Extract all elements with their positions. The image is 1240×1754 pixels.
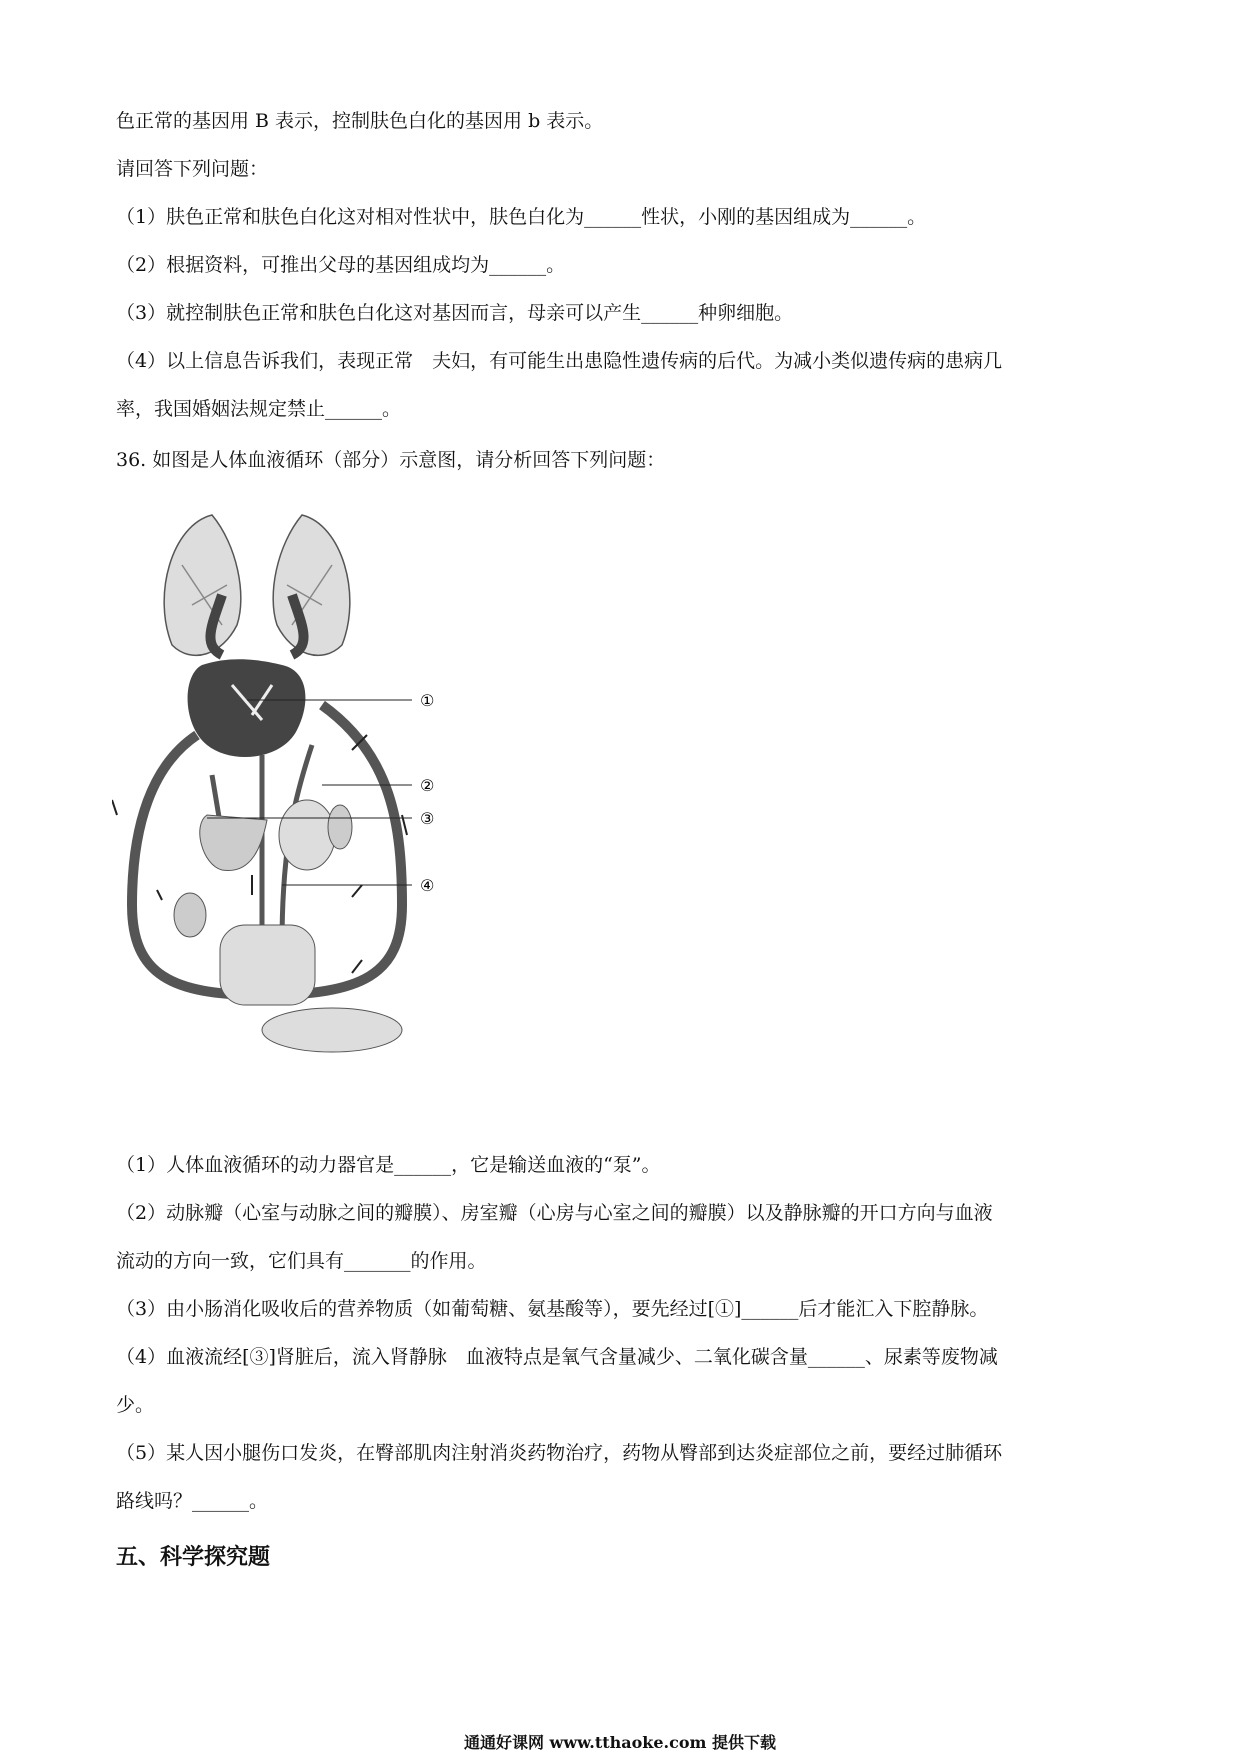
label-3: ③ bbox=[420, 809, 435, 828]
question-36-4a: （4）血液流经[③]肾脏后，流入肾静脉 血液特点是氧气含量减少、二氧化碳含量______、尿素等废物减 bbox=[116, 1346, 998, 1368]
footer-credit: 通通好课网 www.tthaoke.com 提供下载 bbox=[463, 1733, 777, 1752]
text-line-7: 率，我国婚姻法规定禁止______。 bbox=[116, 398, 402, 420]
question-36-1: （1）人体血液循环的动力器官是______，它是输送血液的“泵”。 bbox=[116, 1154, 661, 1176]
question-36-stem: 36. 如图是人体血液循环（部分）示意图，请分析回答下列问题： bbox=[116, 449, 666, 471]
lungs-illustration bbox=[164, 515, 350, 655]
text-line-3: （1）肤色正常和肤色白化这对相对性状中，肤色白化为______性状，小刚的基因组成为______。 bbox=[116, 206, 927, 228]
kidney-illustration bbox=[174, 893, 206, 937]
liver-illustration bbox=[200, 815, 267, 871]
question-36-4b: 少。 bbox=[116, 1394, 155, 1416]
question-36-5a: （5）某人因小腿伤口发炎，在臀部肌肉注射消炎药物治疗，药物从臀部到达炎症部位之前，要经过肺循环 bbox=[116, 1442, 1003, 1464]
text-line-1: 色正常的基因用 B 表示，控制肤色白化的基因用 b 表示。 bbox=[116, 110, 604, 132]
text-line-6: （4）以上信息告诉我们，表现正常 夫妇，有可能生出患隐性遗传病的后代。为减小类似遗传病的患病几 bbox=[116, 350, 1003, 372]
question-36-5b: 路线吗？______。 bbox=[116, 1490, 269, 1512]
text-line-2: 请回答下列问题： bbox=[116, 158, 269, 180]
stomach-illustration bbox=[279, 800, 335, 870]
question-36-3: （3）由小肠消化吸收后的营养物质（如葡萄糖、氨基酸等），要先经过[①]______后才能汇入下腔静脉。 bbox=[116, 1298, 989, 1320]
label-1: ① bbox=[420, 691, 435, 710]
question-36-2b: 流动的方向一致，它们具有_______的作用。 bbox=[116, 1250, 487, 1272]
label-4: ④ bbox=[420, 876, 435, 895]
section-heading: 五、科学探究题 bbox=[116, 1545, 271, 1570]
label-2: ② bbox=[420, 776, 435, 795]
blood-circulation-diagram bbox=[112, 505, 512, 1105]
intestine-illustration bbox=[220, 925, 315, 1005]
text-line-4: （2）根据资料，可推出父母的基因组成均为______。 bbox=[116, 254, 566, 276]
question-36-2a: （2）动脉瓣（心室与动脉之间的瓣膜）、房室瓣（心房与心室之间的瓣膜）以及静脉瓣的开口方向与血液 bbox=[116, 1202, 993, 1224]
text-line-5: （3）就控制肤色正常和肤色白化这对基因而言，母亲可以产生______种卵细胞。 bbox=[116, 302, 794, 324]
